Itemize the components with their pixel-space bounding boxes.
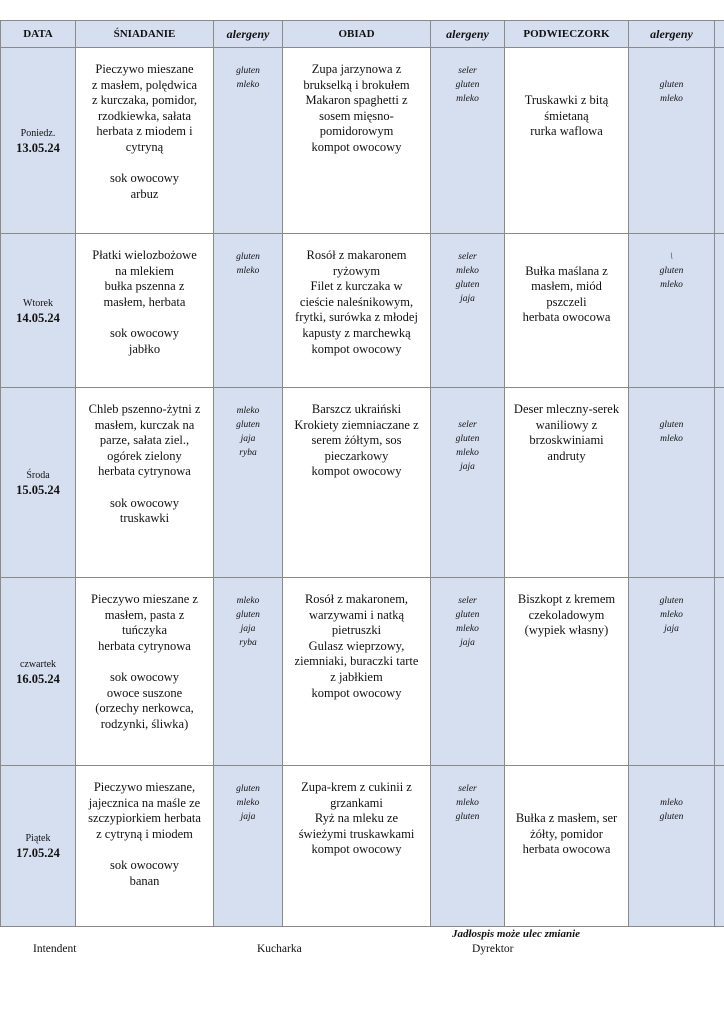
breakfast-allergens-cell: mleko gluten jaja ryba <box>214 388 283 578</box>
header-date: DATA <box>1 21 76 48</box>
breakfast-allergens-cell: gluten mleko jaja <box>214 766 283 927</box>
snack-allergens-cell: gluten mleko <box>629 48 715 234</box>
breakfast-cell: Pieczywo mieszane, jajecznica na maśle ze szczypiorkiem herbata z cytryną i miodem sok owocowy banan <box>76 766 214 927</box>
menu-change-note: Jadłospis może ulec zmianie <box>452 928 581 940</box>
snack-allergens-cell: gluten mleko jaja <box>629 578 715 766</box>
header-lunch: OBIAD <box>283 21 431 48</box>
lunch-cell: Rosół z makaronem, warzywami i natką pietruszki Gulasz wieprzowy, ziemniaki, buraczki tarte z jabłkiem kompot owocowy <box>283 578 431 766</box>
day-name: Środa <box>26 469 50 481</box>
breakfast-cell: Chleb pszenno-żytni z masłem, kurczak na parze, sałata ziel., ogórek zielony herbata cytrynowa sok owocowy truskawki <box>76 388 214 578</box>
lunch-allergens-cell: seler gluten mleko jaja <box>431 578 505 766</box>
extra-cell <box>715 48 724 234</box>
snack-cell: Deser mleczny-serek waniliowy z brzoskwiniami andruty <box>505 388 629 578</box>
day-date: 16.05.24 <box>16 671 60 686</box>
extra-cell <box>715 578 724 766</box>
extra-cell <box>715 766 724 927</box>
breakfast-cell: Pieczywo mieszane z masłem, polędwica z kurczaka, pomidor, rzodkiewka, sałata herbata z miodem i cytryną sok owocowy arbuz <box>76 48 214 234</box>
table-row <box>1 234 724 388</box>
lunch-cell: Zupa-krem z cukinii z grzankami Ryż na mleku ze świeżymi truskawkami kompot owocowy <box>283 766 431 927</box>
header-breakfast: ŚNIADANIE <box>76 21 214 48</box>
day-cell <box>1 578 76 766</box>
day-date: 17.05.24 <box>16 846 60 860</box>
breakfast-allergens-cell: gluten mleko <box>214 48 283 234</box>
snack-cell: Biszkopt z kremem czekoladowym (wypiek własny) <box>505 578 629 766</box>
table-row <box>1 388 724 578</box>
day-date: 13.05.24 <box>16 140 60 155</box>
lunch-allergens-cell: seler gluten mleko jaja <box>431 388 505 578</box>
table-row <box>1 48 724 234</box>
day-name: Wtorek <box>23 297 53 309</box>
breakfast-allergens-cell: gluten mleko <box>214 234 283 388</box>
day-cell <box>1 388 76 578</box>
day-cell <box>1 766 76 927</box>
extra-cell <box>715 388 724 578</box>
signature-intendent: Intendent <box>33 943 77 955</box>
lunch-allergens-cell: seler mleko gluten jaja <box>431 234 505 388</box>
header-row <box>1 21 724 48</box>
breakfast-cell: Pieczywo mieszane z masłem, pasta z tuńczyka herbata cytrynowa sok owocowy owoce suszone (orzechy nerkowca, rodzynki, śliwka) <box>76 578 214 766</box>
header-snack: PODWIECZORK <box>505 21 629 48</box>
snack-allergens-cell: \ gluten mleko <box>629 234 715 388</box>
table-row <box>1 766 724 927</box>
snack-allergens-cell: mleko gluten <box>629 766 715 927</box>
day-cell <box>1 234 76 388</box>
lunch-cell: Barszcz ukraiński Krokiety ziemniaczane z serem żółtym, sos pieczarkowy kompot owocowy <box>283 388 431 578</box>
lunch-allergens-cell: seler gluten mleko <box>431 48 505 234</box>
day-date: 14.05.24 <box>16 310 60 325</box>
snack-cell: Bułka maślana z masłem, miód pszczeli herbata owocowa <box>505 234 629 388</box>
menu-table <box>0 20 724 927</box>
breakfast-cell: Płatki wielozbożowe na mlekiem bułka pszenna z masłem, herbata sok owocowy jabłko <box>76 234 214 388</box>
extra-cell <box>715 234 724 388</box>
header-snack-allergens: alergeny <box>629 21 715 48</box>
day-cell <box>1 48 76 234</box>
day-name: Piątek <box>25 833 51 844</box>
day-name: czwartek <box>19 658 57 670</box>
header-breakfast-allergens: alergeny <box>214 21 283 48</box>
lunch-allergens-cell: seler mleko gluten <box>431 766 505 927</box>
lunch-cell: Rosół z makaronem ryżowym Filet z kurczaka w cieście naleśnikowym, frytki, surówka z młodej kapusty z marchewką kompot owocowy <box>283 234 431 388</box>
table-row <box>1 578 724 766</box>
signature-cook: Kucharka <box>257 943 302 955</box>
lunch-cell: Zupa jarzynowa z brukselką i brokułem Makaron spaghetti z sosem mięsno- pomidorowym kompot owocowy <box>283 48 431 234</box>
day-date: 15.05.24 <box>16 482 60 497</box>
header-extra-cell <box>715 21 724 48</box>
breakfast-allergens-cell: mleko gluten jaja ryba <box>214 578 283 766</box>
day-name: Poniedz. <box>20 127 56 139</box>
snack-cell: Bułka z masłem, ser żółty, pomidor herbata owocowa <box>505 766 629 927</box>
signature-director: Dyrektor <box>472 943 514 955</box>
snack-cell: Truskawki z bitą śmietaną rurka waflowa <box>505 48 629 234</box>
header-lunch-allergens: alergeny <box>431 21 505 48</box>
snack-allergens-cell: gluten mleko <box>629 388 715 578</box>
